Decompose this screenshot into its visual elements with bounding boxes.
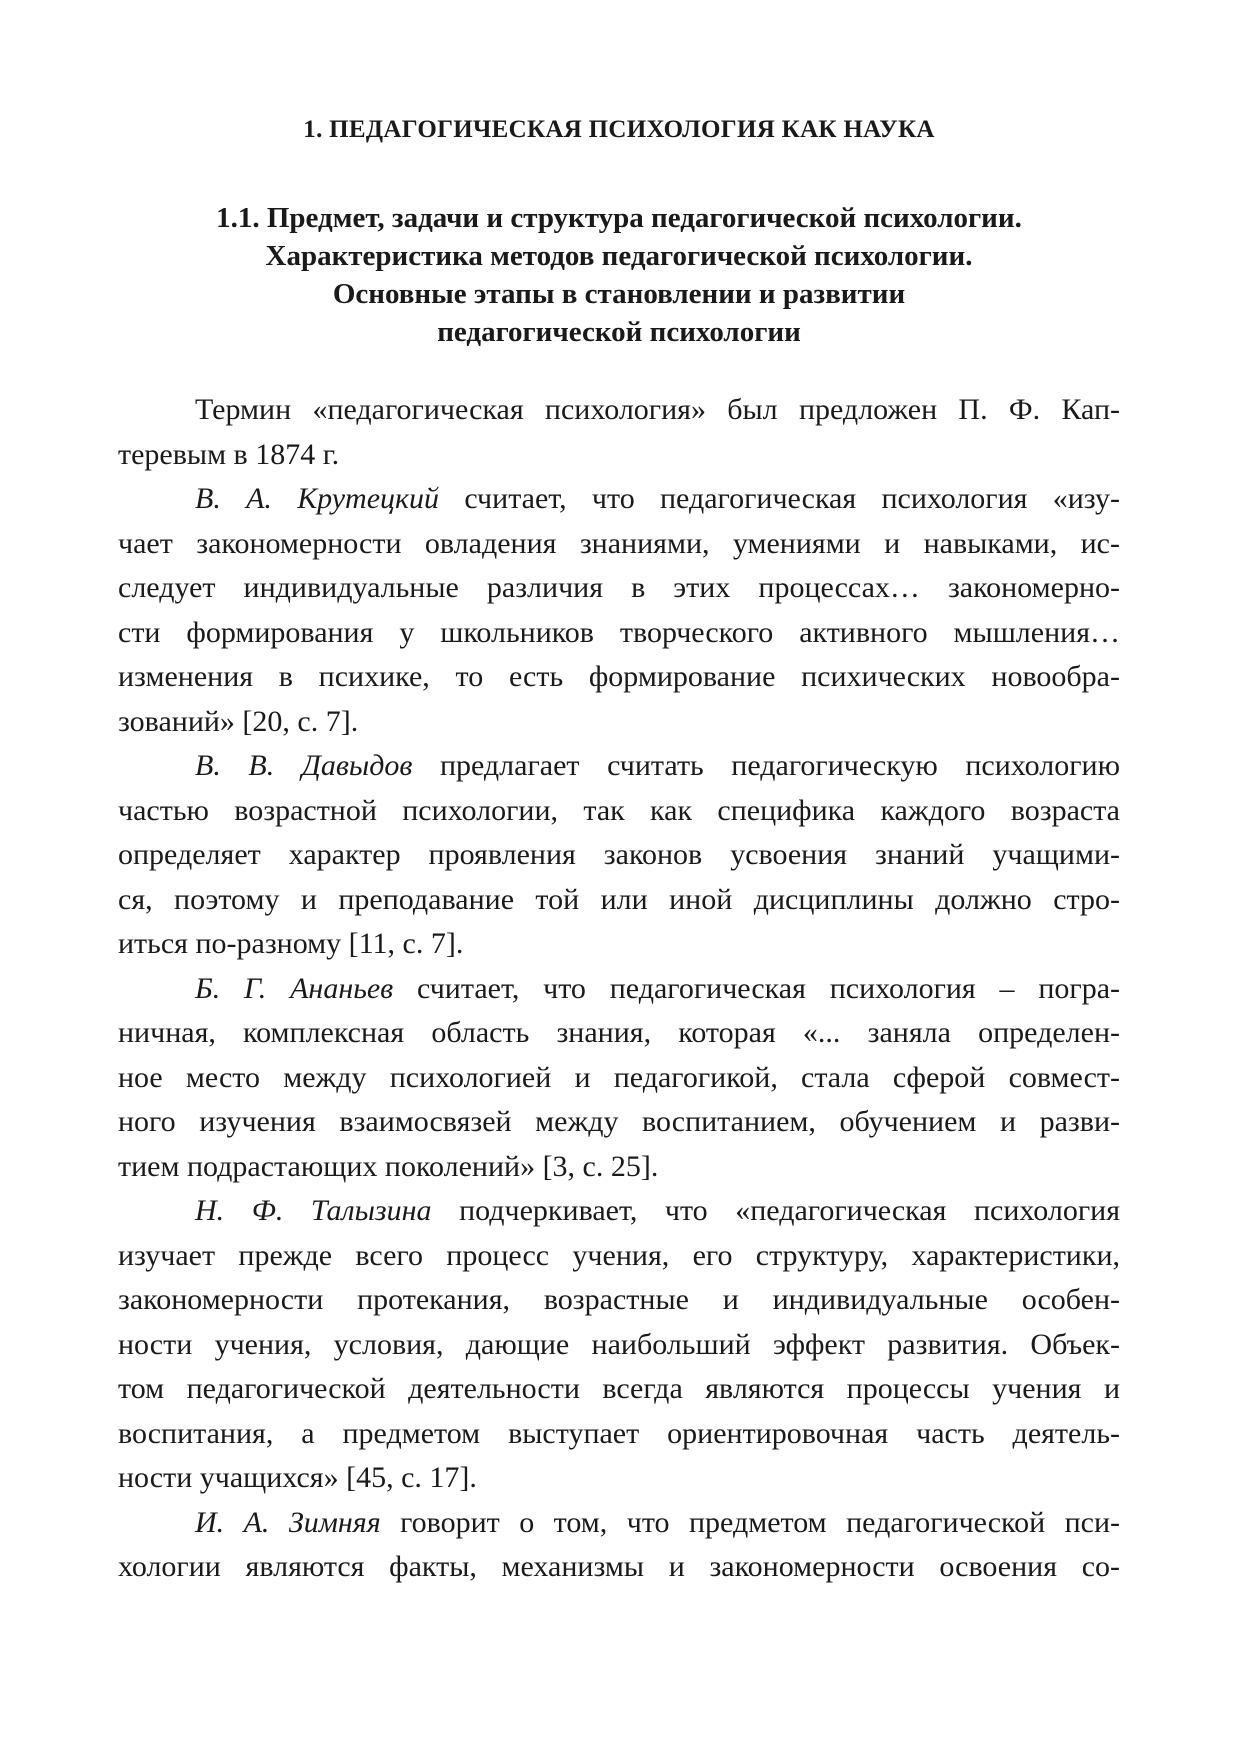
author-name: Б. Г. Ананьев [195, 971, 394, 1005]
text-line: зований» [20, с. 7]. [118, 704, 359, 738]
text-line [118, 1189, 1120, 1234]
body-text [118, 388, 1120, 1590]
text-line: закономерности протекания, возрастные и индивидуальные особен- [118, 1283, 1120, 1316]
text-line: Термин «педагогическая психология» был предложен П. Ф. Кап- [195, 393, 1120, 426]
text-line: чает закономерности овладения знаниями, умениями и навыками, ис- [118, 526, 1120, 560]
author-name: Н. Ф. Талызина [195, 1194, 432, 1227]
section-title-line: Характеристика методов педагогической психологии. [265, 240, 973, 272]
text-line: воспитания, а предметом выступает ориентировочная часть деятель- [118, 1416, 1120, 1450]
text-line: определяет характер проявления законов усвоения знаний учащими- [118, 838, 1120, 871]
text-line: изменения в психике, то есть формирование психических новообра- [118, 660, 1120, 693]
text-fragment: считает, что педагогическая психология – погра- [393, 971, 1120, 1005]
section-title-line: Основные этапы в становлении и развитии [332, 278, 906, 310]
section-title-line: 1.1. Предмет, задачи и структура педагогической психологии. [216, 202, 1022, 234]
text-line: иться по-разному [11, с. 7]. [118, 927, 464, 960]
paragraph [118, 744, 1120, 967]
text-line: том педагогической деятельности всегда являются процессы учения и [118, 1372, 1120, 1405]
paragraph [118, 1501, 1120, 1590]
paragraph [118, 1189, 1120, 1501]
text-fragment: предлагает считать педагогическую психологию [412, 749, 1120, 782]
text-line [118, 744, 1120, 789]
text-line [118, 967, 1120, 1012]
text-fragment: считает, что педагогическая психология «изу- [439, 482, 1120, 515]
text-line [118, 1501, 1120, 1546]
text-fragment: говорит о том, что предметом педагогической пси- [380, 1505, 1120, 1539]
section-title [118, 199, 1120, 351]
text-line: тием подрастающих поколений» [3, с. 25]. [118, 1149, 659, 1183]
text-line: ности учащихся» [45, с. 17]. [118, 1461, 477, 1494]
paragraph [118, 388, 1120, 477]
text-line: следует индивидуальные различия в этих процессах… закономерно- [118, 571, 1120, 604]
text-line: ное место между психологией и педагогикой, стала сферой совмест- [118, 1060, 1120, 1094]
paragraph [118, 477, 1120, 744]
text-line: теревым в 1874 г. [118, 437, 340, 471]
paragraph [118, 967, 1120, 1190]
text-line: хологии являются факты, механизмы и закономерности освоения со- [118, 1550, 1120, 1583]
text-line: изучает прежде всего процесс учения, его структуру, характеристики, [118, 1238, 1120, 1272]
text-line: ничная, комплексная область знания, которая «... заняла определен- [118, 1016, 1120, 1049]
text-line: ности учения, условия, дающие наибольший эффект развития. Объек- [118, 1327, 1120, 1361]
text-line: частью возрастной психологии, так как специфика каждого возраста [118, 793, 1120, 827]
text-line: ного изучения взаимосвязей между воспитанием, обучением и разви- [118, 1105, 1120, 1138]
author-name: В. В. Давыдов [195, 749, 413, 782]
text-line: сти формирования у школьников творческого активного мышления… [118, 615, 1120, 649]
author-name: И. А. Зимняя [195, 1505, 381, 1539]
text-line [118, 477, 1120, 522]
document-page [118, 115, 1120, 1590]
author-name: В. А. Крутецкий [195, 482, 440, 515]
text-line: ся, поэтому и преподавание той или иной дисциплины должно стро- [118, 882, 1120, 916]
section-title-line: педагогической психологии [437, 316, 801, 348]
chapter-title: 1. ПЕДАГОГИЧЕСКАЯ ПСИХОЛОГИЯ КАК НАУКА [303, 116, 935, 143]
text-fragment: подчеркивает, что «педагогическая психология [431, 1194, 1120, 1227]
